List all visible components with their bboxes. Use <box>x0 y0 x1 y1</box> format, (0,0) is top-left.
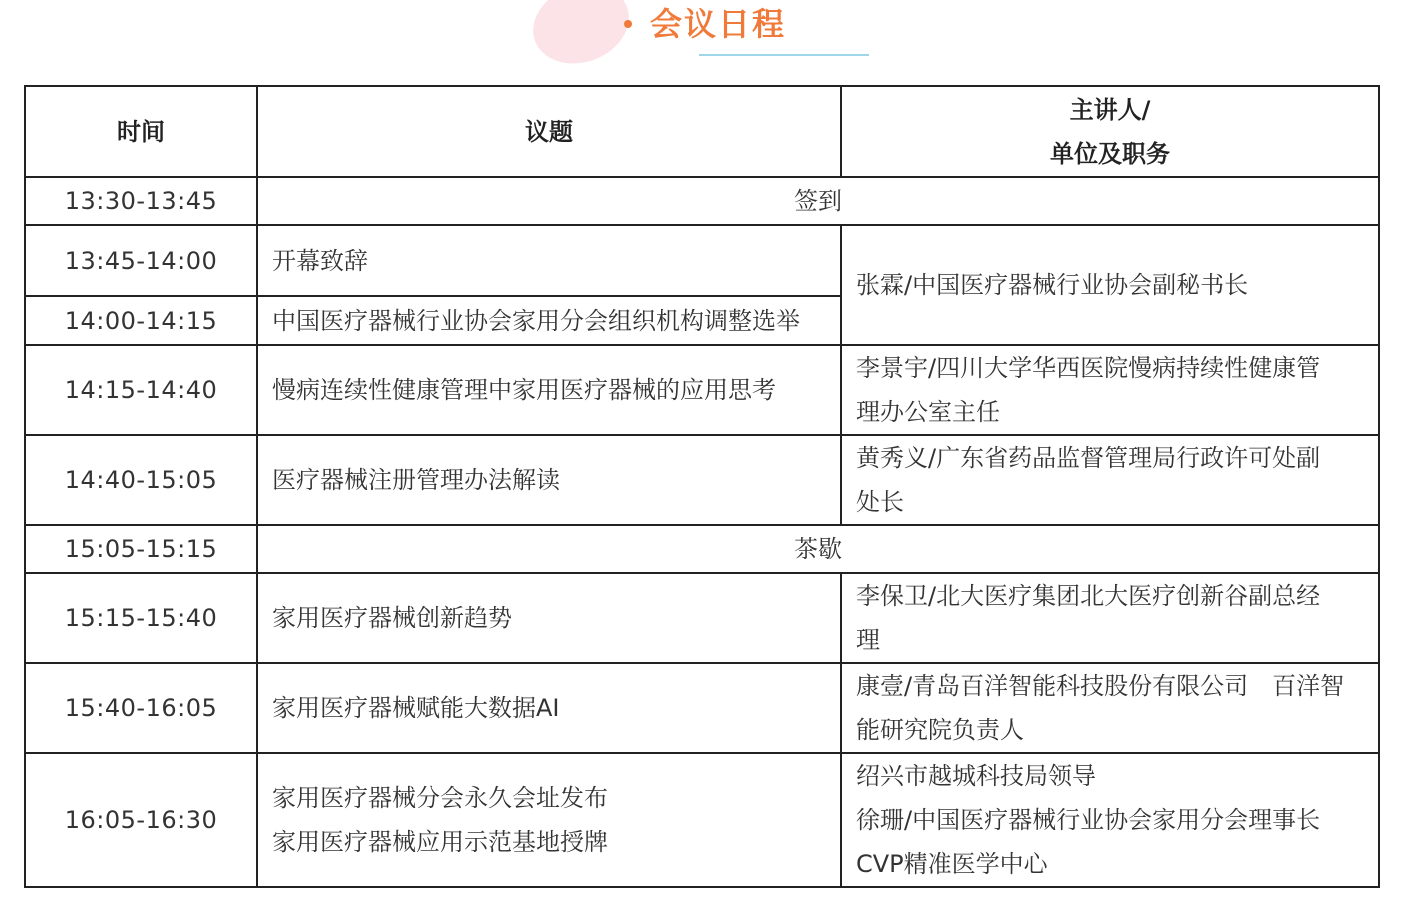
topic-cell: 家用医疗器械创新趋势 <box>257 573 841 663</box>
topic-cell: 家用医疗器械赋能大数据AI <box>257 663 841 753</box>
table-row <box>25 225 1379 296</box>
header-speaker-line1: 主讲人/ <box>1069 95 1151 124</box>
span-cell: 签到 <box>257 177 1379 225</box>
header-time: 时间 <box>25 86 257 177</box>
speaker-cell <box>841 573 1379 663</box>
title-underline <box>699 54 869 56</box>
speaker-line: CVP精准医学中心 <box>856 850 1048 878</box>
table-row <box>25 435 1379 525</box>
table-row <box>25 525 1379 573</box>
bullet-dot-icon <box>624 20 632 28</box>
agenda-table <box>24 85 1380 888</box>
time-cell: 16:05-16:30 <box>25 753 257 887</box>
speaker-line: 绍兴市越城科技局领导 <box>856 762 1096 790</box>
header-topic: 议题 <box>257 86 841 177</box>
time-cell: 13:45-14:00 <box>25 225 257 296</box>
header-speaker <box>841 86 1379 177</box>
table-row <box>25 345 1379 435</box>
topic-line: 家用医疗器械应用示范基地授牌 <box>272 828 608 856</box>
topic-cell: 慢病连续性健康管理中家用医疗器械的应用思考 <box>257 345 841 435</box>
speaker-line: 能研究院负责人 <box>856 716 1024 744</box>
topic-line: 家用医疗器械分会永久会址发布 <box>272 784 608 812</box>
speaker-line: 康壹/青岛百洋智能科技股份有限公司 百洋智 <box>856 672 1345 700</box>
speaker-line: 徐珊/中国医疗器械行业协会家用分会理事长 <box>856 806 1321 834</box>
speaker-cell <box>841 435 1379 525</box>
speaker-cell: 张霖/中国医疗器械行业协会副秘书长 <box>841 225 1379 345</box>
topic-cell: 医疗器械注册管理办法解读 <box>257 435 841 525</box>
speaker-line: 处长 <box>856 488 904 516</box>
speaker-line: 理 <box>856 626 880 654</box>
speaker-line: 理办公室主任 <box>856 398 1000 426</box>
time-cell: 15:05-15:15 <box>25 525 257 573</box>
page-title: 会议日程 <box>650 5 787 43</box>
speaker-cell <box>841 753 1379 887</box>
table-row <box>25 177 1379 225</box>
table-row <box>25 573 1379 663</box>
table-row <box>25 753 1379 887</box>
speaker-line: 李景宇/四川大学华西医院慢病持续性健康管 <box>856 354 1321 382</box>
time-cell: 14:00-14:15 <box>25 296 257 345</box>
table-header-row <box>25 86 1379 177</box>
time-cell: 15:15-15:40 <box>25 573 257 663</box>
speaker-line: 黄秀义/广东省药品监督管理局行政许可处副 <box>856 444 1321 472</box>
speaker-cell <box>841 345 1379 435</box>
time-cell: 15:40-16:05 <box>25 663 257 753</box>
speaker-cell <box>841 663 1379 753</box>
header <box>0 0 1408 70</box>
speaker-line: 李保卫/北大医疗集团北大医疗创新谷副总经 <box>856 582 1321 610</box>
header-speaker-line2: 单位及职务 <box>1050 139 1170 168</box>
time-cell: 14:15-14:40 <box>25 345 257 435</box>
table-row <box>25 663 1379 753</box>
time-cell: 14:40-15:05 <box>25 435 257 525</box>
decorative-blob <box>522 0 640 76</box>
topic-cell: 中国医疗器械行业协会家用分会组织机构调整选举 <box>257 296 841 345</box>
time-cell: 13:30-13:45 <box>25 177 257 225</box>
topic-cell <box>257 753 841 887</box>
span-cell: 茶歇 <box>257 525 1379 573</box>
topic-cell: 开幕致辞 <box>257 225 841 296</box>
